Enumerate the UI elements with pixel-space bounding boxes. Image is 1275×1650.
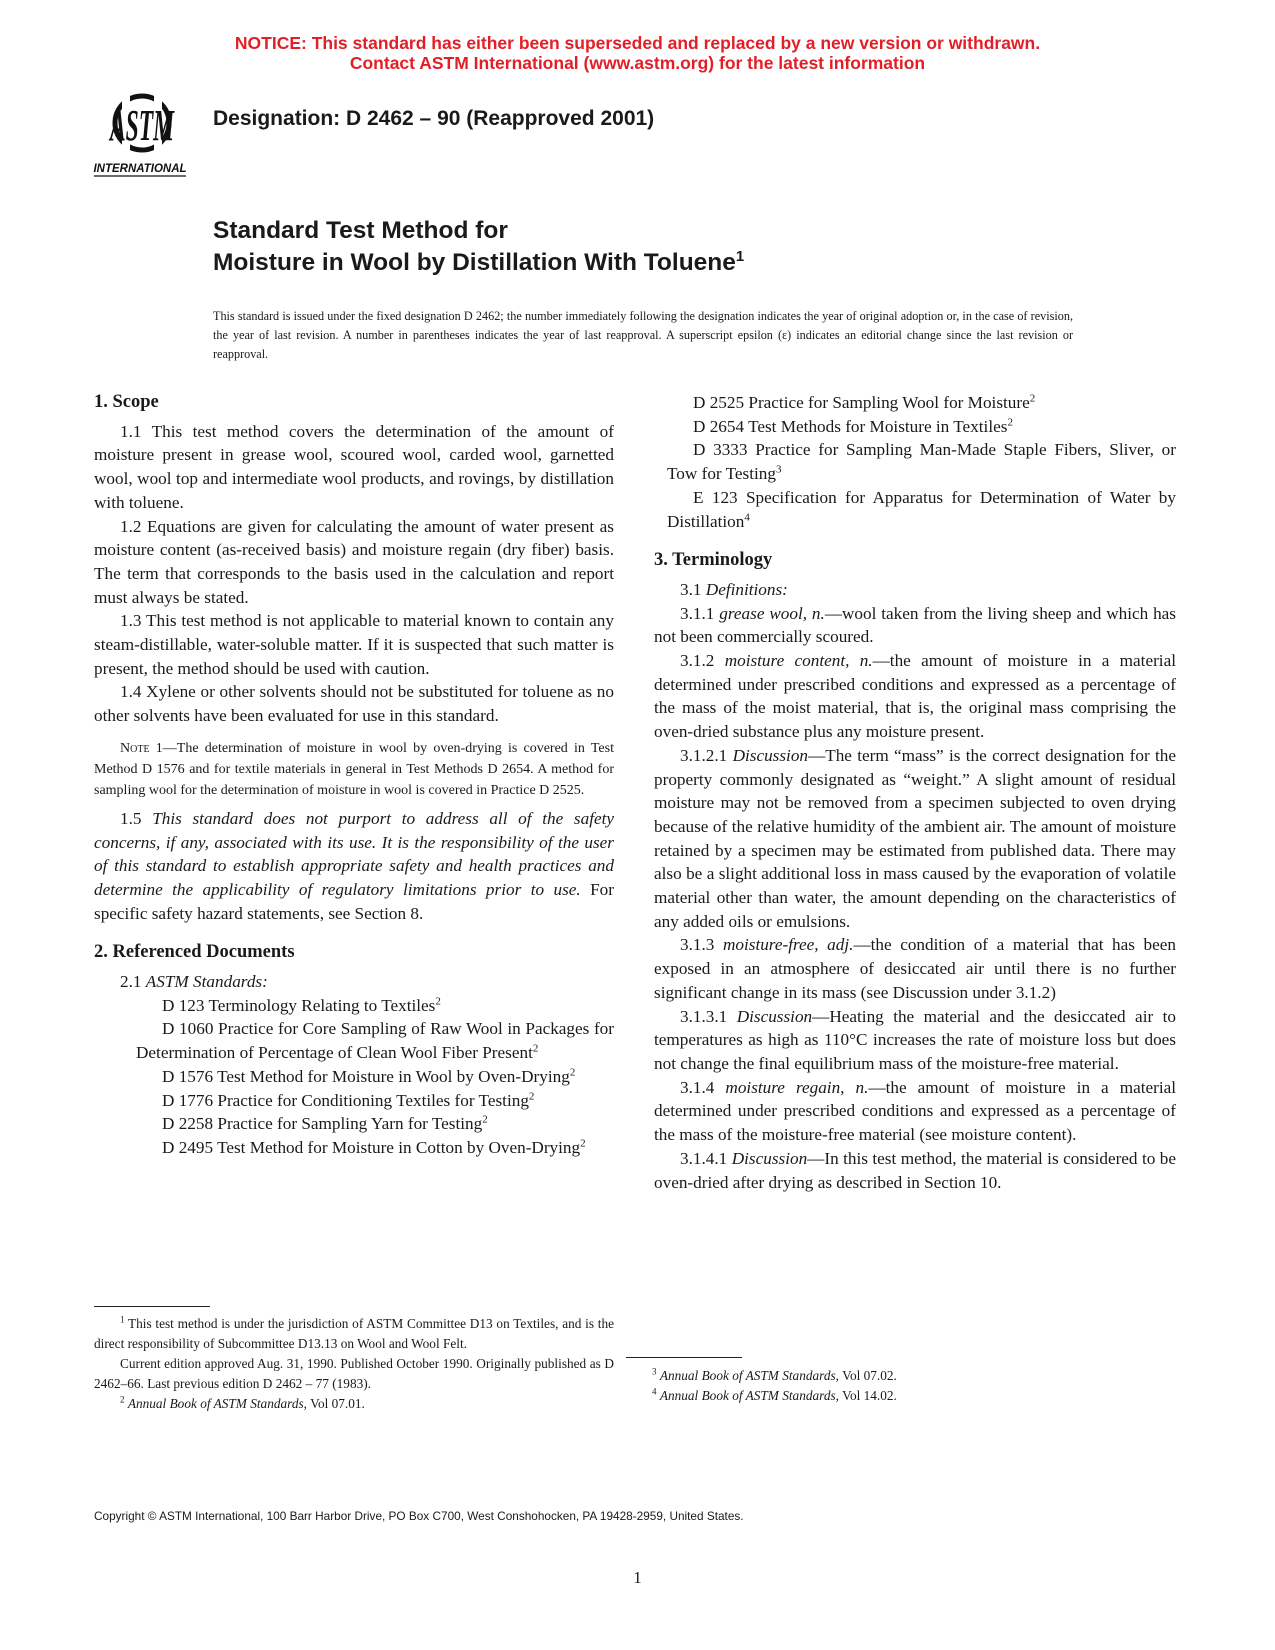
title-footnote-mark: 1 — [735, 247, 745, 265]
page-number: 1 — [633, 1568, 642, 1587]
astm-logo-icon — [90, 88, 190, 180]
paragraph-1-5: 1.5 This standard does not purport to address all of the safety concerns, if any, associated with its use. It is the responsibility of the user of this standard to establish appropriate safety and health practices and determine the applicability of regulatory limitations prior to use. For specific safety hazard statements, see Section 8. — [94, 808, 615, 923]
paragraph-1-3: 1.3 This test method is not applicable to material known to contain any steam-distillable, water-soluble matter. If it is suspected that such matter is present, the method should be used with caution. — [94, 611, 614, 678]
designation: Designation: D 2462 – 90 (Reapproved 2001) — [213, 107, 655, 130]
paragraph-3-1-1: 3.1.1 grease wool, n.—wool taken from the living sheep and which has not been commercially scoured. — [654, 603, 1177, 647]
paragraph-2-1: 2.1 ASTM Standards: — [120, 972, 268, 992]
note-1: Note 1—The determination of moisture in wool by oven-drying is covered in Test Method D 1576 and for textile materials in general in Test Methods D 2654. A method for sampling wool for the determination of moisture in wool is covered in Practice D 2525. — [94, 740, 614, 798]
reference-item: D 2525 Practice for Sampling Wool for Moisture$^2$ — [693, 392, 1036, 412]
paragraph-3-1: 3.1 Definitions: — [680, 579, 788, 599]
footnotes-left — [94, 1314, 614, 1414]
footnotes-right — [626, 1366, 1176, 1406]
section-heading-scope: 1. Scope — [94, 392, 159, 412]
footnote-rule-left — [94, 1306, 210, 1307]
issue-statement: This standard is issued under the fixed designation D 2462; the number immediately following the designation indicates the year of original adoption or, in the case of revision, the year of last revision. A number in parentheses indicates the year of last reapproval. A superscript epsilon (ε) indicates an editorial change since the last revision or reapproval. — [213, 309, 1073, 361]
right-column — [654, 391, 1176, 1194]
astm-logo — [90, 88, 190, 180]
reference-item: D 123 Terminology Relating to Textiles$^2$ — [162, 995, 441, 1015]
copyright-line: Copyright © ASTM International, 100 Barr Harbor Drive, PO Box C700, West Conshohocken, PA 19428-2959, United States. — [94, 1509, 744, 1523]
paragraph-3-1-3: 3.1.3 moisture-free, adj.—the condition of a material that has been exposed in an atmosphere of desiccated air until there is no further significant change in its mass (see Discussion under 3.1.2) — [654, 935, 1176, 1002]
document-title — [213, 215, 744, 279]
footnote-3: $^3$ Annual Book of ASTM Standards, Vol 07.02. — [652, 1366, 897, 1383]
title-line-1: Standard Test Method for — [213, 217, 508, 244]
footnote-1-history: Current edition approved Aug. 31, 1990. Published October 1990. Originally published as D 2462–66. Last previous edition D 2462 – 77 (1983). — [94, 1356, 614, 1391]
reference-item: D 2258 Practice for Sampling Yarn for Testing$^2$ — [162, 1113, 488, 1134]
left-column — [94, 391, 614, 1160]
supersession-notice — [0, 33, 1275, 73]
footnote-2: $^2$ Annual Book of ASTM Standards, Vol 07.01. — [120, 1394, 365, 1411]
paragraph-1-4: 1.4 Xylene or other solvents should not be substituted for toluene as no other solvents have been evaluated for use in this standard. — [94, 682, 614, 726]
paragraph-1-1: 1.1 This test method covers the determination of the amount of moisture present in grease wool, scoured wool, carded wool, garnetted wool, wool top and intermediate wool products, and rovings, by distillation with toluene. — [94, 421, 614, 512]
footnote-rule-right — [626, 1357, 742, 1358]
notice-line-1: NOTICE: This standard has either been superseded and replaced by a new version or withdrawn. — [234, 33, 1041, 53]
reference-item: D 2654 Test Methods for Moisture in Textiles$^2$ — [693, 415, 1013, 436]
paragraph-3-1-2: 3.1.2 moisture content, n.—the amount of moisture in a material determined under prescribed conditions and expressed as a percentage of the mass of the moist material, that is, the original mass comprising the oven-dried substance plus any moisture present. — [654, 651, 1176, 742]
reference-item: D 1776 Practice for Conditioning Textiles for Testing$^2$ — [162, 1089, 535, 1110]
paragraph-3-1-4-1: 3.1.4.1 Discussion—In this test method, the material is considered to be oven-dried after drying as described in Section 10. — [654, 1148, 1176, 1192]
footnote-1: $^1$ This test method is under the jurisdiction of ASTM Committee D13 on Textiles, and is the direct responsibility of Subcommittee D13.13 on Wool and Wool Felt. — [94, 1314, 614, 1351]
reference-item: D 1060 Practice for Core Sampling of Raw Wool in Packages for Determination of Percentage of Clean Wool Fiber Present$^2$ — [136, 1019, 614, 1063]
reference-item: D 3333 Practice for Sampling Man-Made Staple Fibers, Sliver, or Tow for Testing$^3$ — [667, 440, 1176, 484]
footnote-4: $^4$ Annual Book of ASTM Standards, Vol 14.02. — [652, 1386, 897, 1403]
astm-logo-mark: ASTM — [108, 101, 175, 150]
paragraph-3-1-3-1: 3.1.3.1 Discussion—Heating the material and the desiccated air to temperatures as high as 110°C increases the rate of moisture loss but does not change the final equilibrium mass of the moisture-free material. — [654, 1006, 1176, 1073]
reference-item: E 123 Specification for Apparatus for Determination of Water by Distillation$^4$ — [667, 487, 1176, 531]
section-heading-referenced-documents: 2. Referenced Documents — [94, 942, 295, 963]
notice-line-2: Contact ASTM International (www.astm.org) for the latest information — [349, 53, 926, 73]
astm-logo-caption: INTERNATIONAL — [93, 163, 187, 175]
paragraph-3-1-2-1: 3.1.2.1 Discussion—The term “mass” is the correct designation for the property commonly designated as “weight.” A slight amount of residual moisture may not be removed from a specimen subjected to oven drying because of the relative humidity of the ambient air. The amount of moisture retained by a specimen may be estimated from published data. There may also be a slight additional loss in mass caused by the evaporation of volatile material other than water, the amount depending on the characteristics of any added oils or emulsions. — [654, 745, 1176, 931]
reference-item: D 1576 Test Method for Moisture in Wool by Oven-Drying$^2$ — [162, 1066, 576, 1086]
paragraph-3-1-4: 3.1.4 moisture regain, n.—the amount of moisture in a material determined under prescribed conditions and expressed as a percentage of the mass of the moisture-free material (see moisture content). — [654, 1077, 1177, 1145]
reference-item: D 2495 Test Method for Moisture in Cotton by Oven-Drying$^2$ — [162, 1137, 586, 1157]
section-heading-terminology: 3. Terminology — [654, 550, 773, 571]
title-line-2: Moisture in Wool by Distillation With Toluene$^1$ — [213, 247, 745, 276]
paragraph-1-2: 1.2 Equations are given for calculating the amount of water present as moisture content (as-received basis) and moisture regain (dry fiber) basis. The term that corresponds to the basis used in the calculation and report must always be stated. — [94, 516, 614, 607]
